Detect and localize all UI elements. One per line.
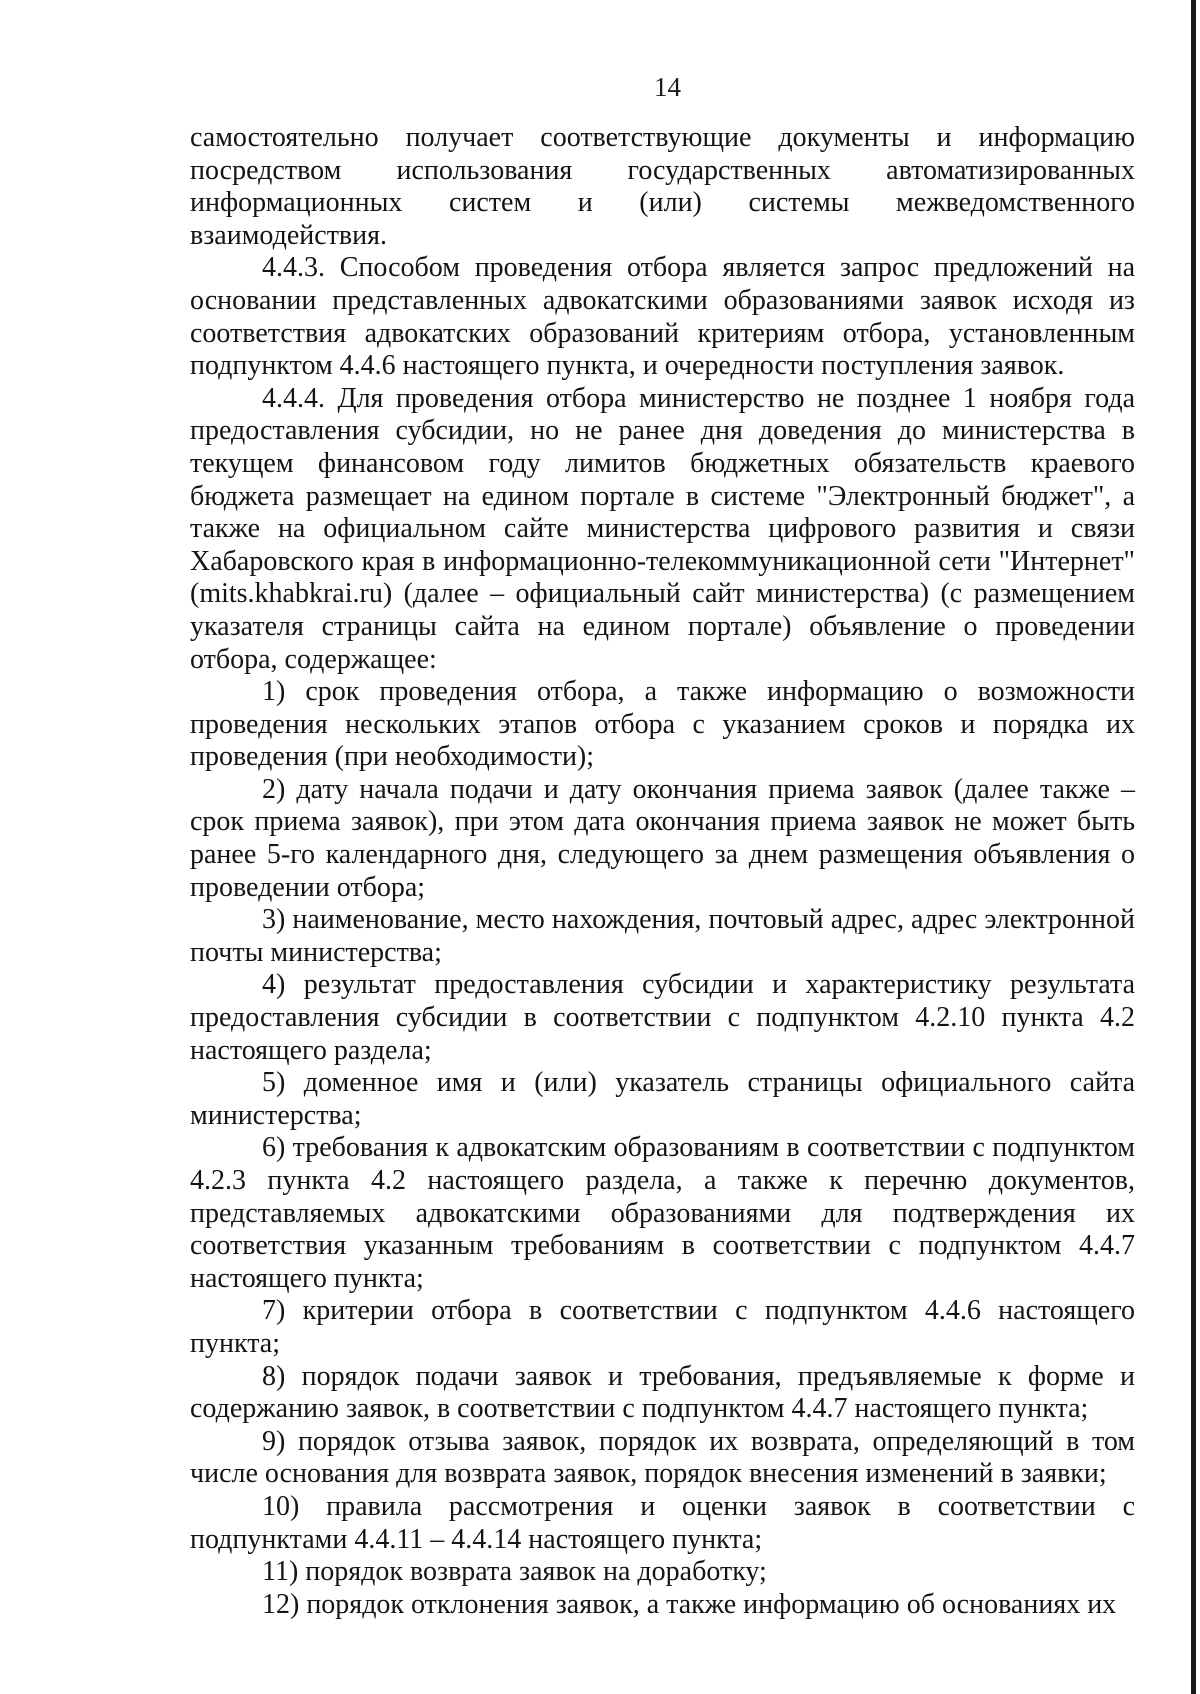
paragraph-4-4-4: 4.4.4. Для проведения отбора министерство не позднее 1 ноября года предоставления субсидии, но не ранее дня доведения до министерства в текущем финансовом году лимитов бюджетных обязательств краевого бюджета размещает на едином портале в системе "Электронный бюджет", а также на официальном сайте министерства цифрового развития и связи Хабаровского края в информационно-телекоммуникационной сети "Интернет" (mits.khabkrai.ru) (далее – официальный сайт министерства) (с размещением указателя страницы сайта на едином портале) объявление о проведении отбора, содержащее: xyxy=(190,382,1135,675)
list-item-2: 2) дату начала подачи и дату окончания приема заявок (далее также – срок приема заявок), при этом дата окончания приема заявок не может быть ранее 5-го календарного дня, следующего за днем размещения объявления о проведении отбора; xyxy=(190,773,1135,903)
list-item-7: 7) критерии отбора в соответствии с подпунктом 4.4.6 настоящего пункта; xyxy=(190,1295,1135,1359)
document-body xyxy=(190,122,1135,1621)
list-item-5: 5) доменное имя и (или) указатель страницы официального сайта министерства; xyxy=(190,1067,1135,1131)
list-item-6: 6) требования к адвокатским образованиям в соответствии с подпунктом 4.2.3 пункта 4.2 настоящего раздела, а также к перечню документов, представляемых адвокатскими образованиями для подтверждения их соответствия указанным требованиям в соответствии с подпунктом 4.4.7 настоящего пункта; xyxy=(190,1132,1135,1294)
list-item-4: 4) результат предоставления субсидии и характеристику результата предоставления субсидии в соответствии с подпунктом 4.2.10 пункта 4.2 настоящего раздела; xyxy=(190,969,1135,1066)
list-item-1: 1) срок проведения отбора, а также информацию о возможности проведения нескольких этапов отбора с указанием сроков и порядка их проведения (при необходимости); xyxy=(190,676,1135,773)
paragraph-continuation: самостоятельно получает соответствующие документы и информацию посредством использования государственных автоматизированных информационных систем и (или) системы межведомственного взаимодействия. xyxy=(190,122,1135,251)
list-item-3: 3) наименование, место нахождения, почтовый адрес, адрес электронной почты министерства; xyxy=(190,904,1135,968)
list-item-12: 12) порядок отклонения заявок, а также информацию об основаниях их xyxy=(262,1588,1117,1620)
list-item-10: 10) правила рассмотрения и оценки заявок в соответствии с подпунктами 4.4.11 – 4.4.14 настоящего пункта; xyxy=(190,1490,1135,1555)
list-item-8: 8) порядок подачи заявок и требования, предъявляемые к форме и содержанию заявок, в соответствии с подпунктом 4.4.7 настоящего пункта; xyxy=(190,1360,1135,1425)
list-item-9: 9) порядок отзыва заявок, порядок их возврата, определяющий в том числе основания для возврата заявок, порядок внесения изменений в заявки; xyxy=(190,1425,1135,1490)
page-number: 14 xyxy=(654,72,681,102)
scan-edge-line xyxy=(1191,0,1196,1694)
paragraph-4-4-3: 4.4.3. Способом проведения отбора является запрос предложений на основании представленных адвокатскими образованиями заявок исходя из соответствия адвокатских образований критериям отбора, установленным подпунктом 4.4.6 настоящего пункта, и очередности поступления заявок. xyxy=(190,252,1135,382)
list-item-11: 11) порядок возврата заявок на доработку; xyxy=(262,1556,767,1588)
